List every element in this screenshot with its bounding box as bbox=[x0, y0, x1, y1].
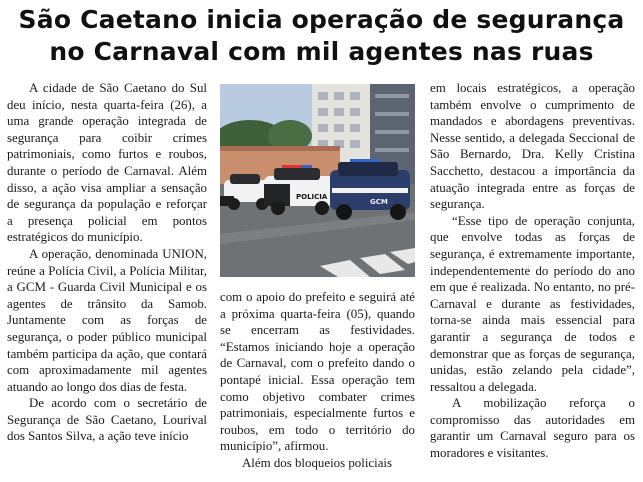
article-photo bbox=[220, 84, 415, 277]
paragraph: A mobilização reforça o compromisso das autoridades em garantir um Carnaval seguro para os moradores e visitantes. bbox=[430, 396, 635, 461]
paragraph: Além dos bloqueios policiais bbox=[242, 455, 393, 470]
paragraph: em locais estratégicos, a operação também envolve o cumprimento de mandados e abordagens preventivas. Nesse sentido, a delegada Seccional de São Bernardo, Dra. Kelly Cristina Sacchetto, destacou a importância da atuação integrada entre as forças de segurança. bbox=[430, 81, 635, 212]
article-column-1 bbox=[7, 80, 207, 445]
headline-line-1: São Caetano inicia operação de segurança bbox=[18, 5, 625, 34]
headline-line-2: no Carnaval com mil agentes nas ruas bbox=[49, 37, 594, 66]
vehicle-lettering: GCM bbox=[370, 198, 388, 206]
paragraph: com o apoio do prefeito e seguirá até a próxima quarta-feira (05), quando se encerram as festividades. “Estamos iniciando hoje a operação de Carnaval, com o prefeito dando o pontapé inicial. Essa operação tem como objetivo combater crimes patrimoniais, especialmente furtos e roubos, em todo o território do município”, afirmou. bbox=[220, 290, 415, 454]
article-column-2 bbox=[220, 289, 415, 472]
headline bbox=[0, 4, 643, 68]
article-column-3 bbox=[430, 80, 635, 462]
paragraph: A operação, denominada UNION, reúne a Polícia Civil, a Polícia Militar, a GCM - Guarda Civil Municipal e os agentes de trânsito da Samob. Juntamente com as forças de segurança, o poder público municipal também participa da ação, que contará com aproximadamente mil agentes atuando ao longo dos dias de festa. bbox=[7, 246, 207, 394]
police-vehicles-photo bbox=[220, 84, 415, 277]
paragraph: “Esse tipo de operação conjunta, que envolve todas as forças de segurança, é extremamente importante, independentemente do período do ano em que é realizada. No entanto, no pré-Carnaval e durante as festividades, torna-se ainda mais essencial para garantir a segurança de todos e demonstrar que as forças de segurança, unidas, estão zelando pela cidade”, ressaltou a delegada. bbox=[430, 213, 635, 394]
paragraph: A cidade de São Caetano do Sul deu início, nesta quarta-feira (26), a uma grande operação integrada de segurança para coibir crimes patrimoniais, como furtos e roubos, durante o período de Carnaval. Além disso, a ação visa ampliar a sensação de segurança da população e reforçar a presença policial em pontos estratégicos do município. bbox=[7, 81, 207, 245]
vehicle-lettering: POLICIA bbox=[296, 193, 328, 201]
paragraph: De acordo com o secretário de Segurança de São Caetano, Lourival dos Santos Silva, a ação teve início bbox=[7, 396, 207, 444]
